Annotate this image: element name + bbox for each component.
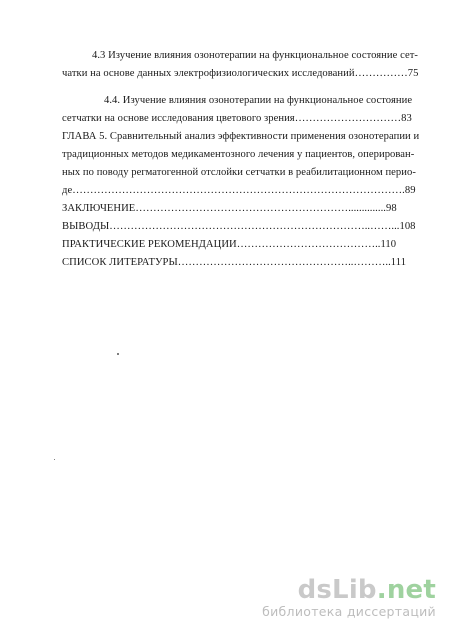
toc-entry-references: СПИСОК ЛИТЕРАТУРЫ…………………………………………..………..111: [62, 257, 407, 268]
watermark-logo-accent: .net: [376, 575, 436, 605]
scan-speck: [117, 353, 119, 355]
toc-entry-4-4-line-2: сетчатки на основе исследования цветового зрения…………………………83: [62, 113, 412, 124]
toc-entry-findings: ВЫВОДЫ………………………………………………………………..……...108: [62, 221, 416, 232]
toc-entry-conclusion: ЗАКЛЮЧЕНИЕ……………………………………………………..............98: [62, 203, 397, 214]
watermark-subtitle: библиотека диссертаций: [262, 604, 436, 619]
watermark-logo: [262, 576, 436, 604]
toc-entry-chapter-5-line-3: ных по поводу регматогенной отслойки сетчатки в реабилитационном перио-: [62, 167, 416, 178]
toc-entry-4-3-line-2: чатки на основе данных электрофизиологических исследований……………75: [62, 68, 419, 79]
toc-entry-chapter-5-line-4: де………………………………………………………………………………….89: [62, 185, 416, 196]
scan-speck: [54, 459, 55, 460]
toc-entry-4-3-line-1: 4.3 Изучение влияния озонотерапии на функциональное состояние сет-: [92, 50, 418, 61]
watermark-logo-main: dsLib: [297, 575, 377, 605]
toc-entry-chapter-5-line-2: традиционных методов медикаментозного лечения у пациентов, оперирован-: [62, 149, 415, 160]
toc-entry-4-4-line-1: 4.4. Изучение влияния озонотерапии на функциональное состояние: [104, 95, 413, 106]
toc-entry-chapter-5-line-1: ГЛАВА 5. Сравнительный анализ эффективности применения озонотерапии и: [62, 131, 420, 142]
watermark: [262, 576, 436, 619]
toc-entry-practical-recommendations: ПРАКТИЧЕСКИЕ РЕКОМЕНДАЦИИ…………………………………..110: [62, 239, 397, 250]
